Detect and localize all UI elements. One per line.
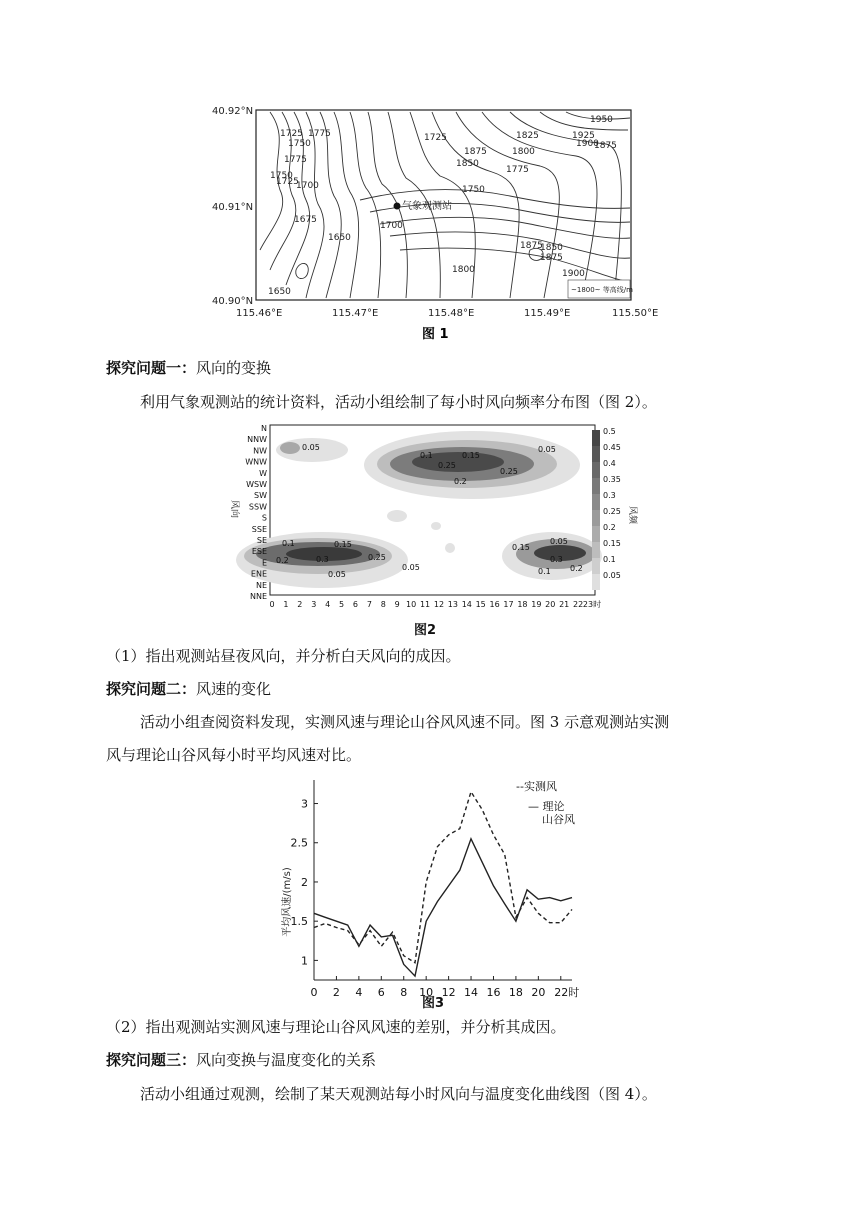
question-2-text: （2）指出观测站实测风速与理论山谷风风速的差别，并分析其成因。 — [106, 1018, 566, 1036]
question-3-intro: 活动小组通过观测，绘制了某天观测站每小时风向与温度变化曲线图（图 4）。 — [140, 1085, 657, 1103]
direction-tick: WNW — [245, 457, 267, 467]
figure-3 — [272, 772, 612, 1012]
hour-tick: 16 — [489, 600, 500, 609]
question-3-heading: 探究问题三：风向变换与温度变化的关系 — [106, 1051, 377, 1069]
hour-tick: 11 — [419, 600, 431, 609]
svg-text:0.15: 0.15 — [512, 543, 530, 552]
colorbar-tick: 0.35 — [603, 475, 621, 484]
hour-tick: 20 — [545, 600, 556, 609]
contour-label: 1825 — [516, 131, 539, 141]
direction-tick: SE — [256, 536, 267, 545]
hour-tick: 4 — [325, 600, 331, 609]
legend-theory: — 理论 — [528, 800, 565, 813]
series-measured-line — [314, 792, 572, 963]
colorbar-swatch — [592, 494, 600, 510]
x-tick-label: 20 — [531, 986, 546, 999]
contour-label: 1875 — [520, 241, 543, 251]
x-tick-label: 10 — [419, 986, 434, 999]
figure-3-caption: 图3 — [422, 996, 445, 1011]
colorbar-tick: 0.2 — [603, 523, 616, 532]
colorbar-swatch — [592, 526, 600, 542]
direction-tick: SSW — [248, 502, 267, 512]
contour-label: 1900 — [562, 269, 585, 279]
y-tick-label: 2.5 — [290, 836, 308, 850]
svg-text:0.05: 0.05 — [538, 445, 556, 454]
question-2-intro-line2: 风与理论山谷风每小时平均风速对比。 — [106, 746, 362, 764]
svg-text:0.25: 0.25 — [500, 467, 518, 476]
legend-theory-2: 山谷风 — [542, 813, 575, 826]
contour-label: 1875 — [540, 253, 563, 263]
contour-label: 1725 — [276, 177, 299, 187]
colorbar-swatch — [592, 542, 600, 558]
fig2-ylabel: 风向 — [229, 500, 239, 519]
svg-text:115.49°E: 115.49°E — [524, 308, 571, 319]
hour-tick: 19 — [531, 600, 542, 609]
svg-text:115.50°E: 115.50°E — [612, 308, 659, 319]
svg-text:40.90°N: 40.90°N — [212, 296, 254, 307]
colorbar-swatch — [592, 430, 600, 446]
direction-tick: E — [261, 558, 267, 568]
y-tick-label: 1.5 — [290, 915, 308, 929]
contour-label: 1725 — [280, 129, 303, 139]
svg-text:0.2: 0.2 — [454, 477, 467, 486]
figure-2-caption: 图2 — [414, 623, 437, 638]
colorbar-tick: 0.05 — [603, 571, 621, 580]
direction-tick: NE — [255, 580, 267, 590]
hour-tick: 18 — [517, 600, 528, 609]
svg-text:0.05: 0.05 — [550, 537, 568, 546]
svg-text:0.3: 0.3 — [316, 555, 329, 564]
svg-text:0.05: 0.05 — [402, 563, 420, 572]
hour-tick: 9 — [394, 600, 400, 609]
svg-text:0.15: 0.15 — [462, 451, 480, 460]
hour-tick: 3 — [311, 600, 317, 609]
colorbar-tick: 0.1 — [603, 555, 616, 564]
svg-text:0.2: 0.2 — [276, 556, 289, 565]
fig3-ylabel: 平均风速/(m/s) — [282, 867, 293, 937]
hour-tick: 10 — [406, 600, 417, 609]
colorbar-swatch — [592, 510, 600, 526]
y-tick-label: 2 — [301, 875, 308, 889]
contour-label: 1725 — [424, 133, 447, 143]
svg-text:0.1: 0.1 — [420, 451, 433, 460]
contour-label: 1900 — [576, 139, 599, 149]
contour-map — [210, 100, 670, 340]
svg-text:0.05: 0.05 — [302, 443, 320, 452]
colorbar-swatch — [592, 446, 600, 462]
colorbar-tick: 0.3 — [603, 491, 616, 500]
contour-label: 1775 — [308, 129, 331, 139]
x-tick-label: 8 — [400, 986, 408, 999]
contour-label: 1700 — [296, 181, 319, 191]
contour-label: 1650 — [268, 287, 291, 297]
colorbar-swatch — [592, 574, 600, 590]
x-tick-label: 6 — [377, 986, 385, 999]
direction-tick: NNE — [249, 592, 267, 601]
hour-tick: 8 — [380, 600, 386, 609]
contour-label: 1750 — [288, 139, 311, 149]
svg-text:0.3: 0.3 — [550, 555, 563, 564]
y-tick-label: 1 — [301, 954, 308, 968]
colorbar-tick: 0.5 — [603, 427, 616, 436]
colorbar-tick: 0.4 — [603, 459, 616, 468]
question-1-heading: 探究问题一：风向的变换 — [106, 359, 272, 377]
x-tick-label: 0 — [310, 986, 318, 999]
colorbar-swatch — [592, 558, 600, 574]
svg-text:115.47°E: 115.47°E — [332, 308, 379, 319]
hour-tick: 23时 — [582, 600, 602, 609]
question-2-intro-line1: 活动小组查阅资料发现，实测风速与理论山谷风风速不同。图 3 示意观测站实测 — [140, 713, 670, 731]
hour-tick: 21 — [559, 600, 570, 609]
colorbar-tick: 0.15 — [603, 539, 621, 548]
contour-label: 1800 — [512, 147, 535, 157]
station-label: 气象观测站 — [402, 201, 452, 212]
x-tick-label: 22时 — [554, 986, 580, 999]
direction-tick: NNW — [247, 435, 267, 445]
contour-label: 1650 — [328, 233, 351, 243]
legend-measured: --实测风 — [516, 780, 557, 793]
figure-1-caption: 图 1 — [422, 327, 449, 340]
hour-tick: 6 — [352, 600, 359, 609]
contour-label: 1775 — [284, 155, 307, 165]
direction-tick: SW — [254, 491, 267, 501]
contour-label: 1750 — [462, 185, 485, 195]
svg-text:0.25: 0.25 — [368, 553, 386, 562]
colorbar-swatch — [592, 462, 600, 478]
hour-tick: 1 — [283, 600, 289, 609]
series-theory-line — [314, 839, 572, 976]
contour-label: 1950 — [590, 115, 613, 125]
colorbar-swatch — [592, 478, 600, 494]
contour-label: 1750 — [270, 171, 293, 181]
contour-label: 1850 — [540, 243, 563, 253]
hour-tick: 2 — [297, 600, 303, 609]
svg-text:0.05: 0.05 — [328, 570, 346, 579]
direction-tick: N — [261, 424, 267, 433]
hour-tick: 5 — [339, 600, 345, 609]
x-tick-label: 12 — [441, 986, 456, 999]
colorbar-tick: 0.25 — [603, 507, 621, 516]
colorbar-tick: 0.45 — [603, 443, 621, 452]
lon-labels — [236, 308, 658, 319]
contour-label: 1675 — [294, 215, 317, 225]
contour-label: 1875 — [464, 147, 487, 157]
hour-tick: 17 — [503, 600, 514, 609]
contour-label: 1850 — [456, 159, 479, 169]
svg-text:0.1: 0.1 — [282, 539, 295, 548]
svg-text:0.1: 0.1 — [538, 567, 551, 576]
hour-ticks — [269, 599, 601, 609]
direction-tick: ESE — [251, 547, 267, 557]
colorbar-label: 风频 — [627, 506, 637, 525]
contour-label: 1775 — [506, 165, 529, 175]
station-marker — [394, 203, 401, 210]
svg-text:40.91°N: 40.91°N — [212, 202, 254, 213]
contour-label: 1925 — [572, 131, 595, 141]
question-1-intro: 利用气象观测站的统计资料，活动小组绘制了每小时风向频率分布图（图 2）。 — [140, 393, 657, 411]
contour-label: 1700 — [380, 221, 403, 231]
figure-2 — [222, 420, 642, 640]
svg-text:115.48°E: 115.48°E — [428, 308, 475, 319]
direction-tick: ENE — [250, 569, 267, 579]
direction-tick: S — [261, 513, 267, 523]
colorbar — [592, 427, 621, 590]
question-1-text: （1）指出观测站昼夜风向，并分析白天风向的成因。 — [106, 647, 461, 665]
hour-tick: 12 — [433, 600, 445, 609]
svg-text:115.46°E: 115.46°E — [236, 308, 283, 319]
svg-text:0.25: 0.25 — [438, 461, 456, 470]
lat-labels — [212, 106, 253, 307]
figure-1 — [210, 100, 670, 340]
hour-tick: 13 — [447, 600, 458, 609]
x-tick-label: 2 — [332, 986, 340, 999]
x-tick-label: 16 — [486, 986, 501, 999]
direction-tick: W — [259, 468, 267, 478]
direction-tick: SSE — [251, 524, 267, 534]
wind-frequency-chart — [222, 420, 642, 640]
question-2-heading: 探究问题二：风速的变化 — [106, 680, 272, 698]
x-tick-label: 18 — [508, 986, 523, 999]
hour-tick: 14 — [461, 600, 472, 609]
direction-tick: WSW — [246, 480, 267, 489]
hour-tick: 15 — [475, 600, 486, 609]
fig3-legend — [516, 779, 575, 826]
svg-text:0.2: 0.2 — [570, 564, 583, 573]
hour-tick: 7 — [366, 600, 372, 609]
contour-label: 1800 — [452, 265, 475, 275]
direction-tick: NW — [253, 446, 267, 456]
svg-text:40.92°N: 40.92°N — [212, 106, 254, 117]
hour-tick: 22 — [572, 600, 584, 609]
svg-text:0.15: 0.15 — [334, 540, 352, 549]
y-tick-label: 3 — [301, 797, 308, 811]
contour-label: 1875 — [594, 141, 617, 151]
wind-speed-chart — [272, 772, 612, 1012]
hour-tick: 0 — [269, 600, 275, 609]
x-tick-label: 14 — [464, 986, 479, 999]
map-legend: ~1800~ 等高线/m — [571, 286, 633, 294]
x-tick-label: 4 — [355, 986, 363, 999]
